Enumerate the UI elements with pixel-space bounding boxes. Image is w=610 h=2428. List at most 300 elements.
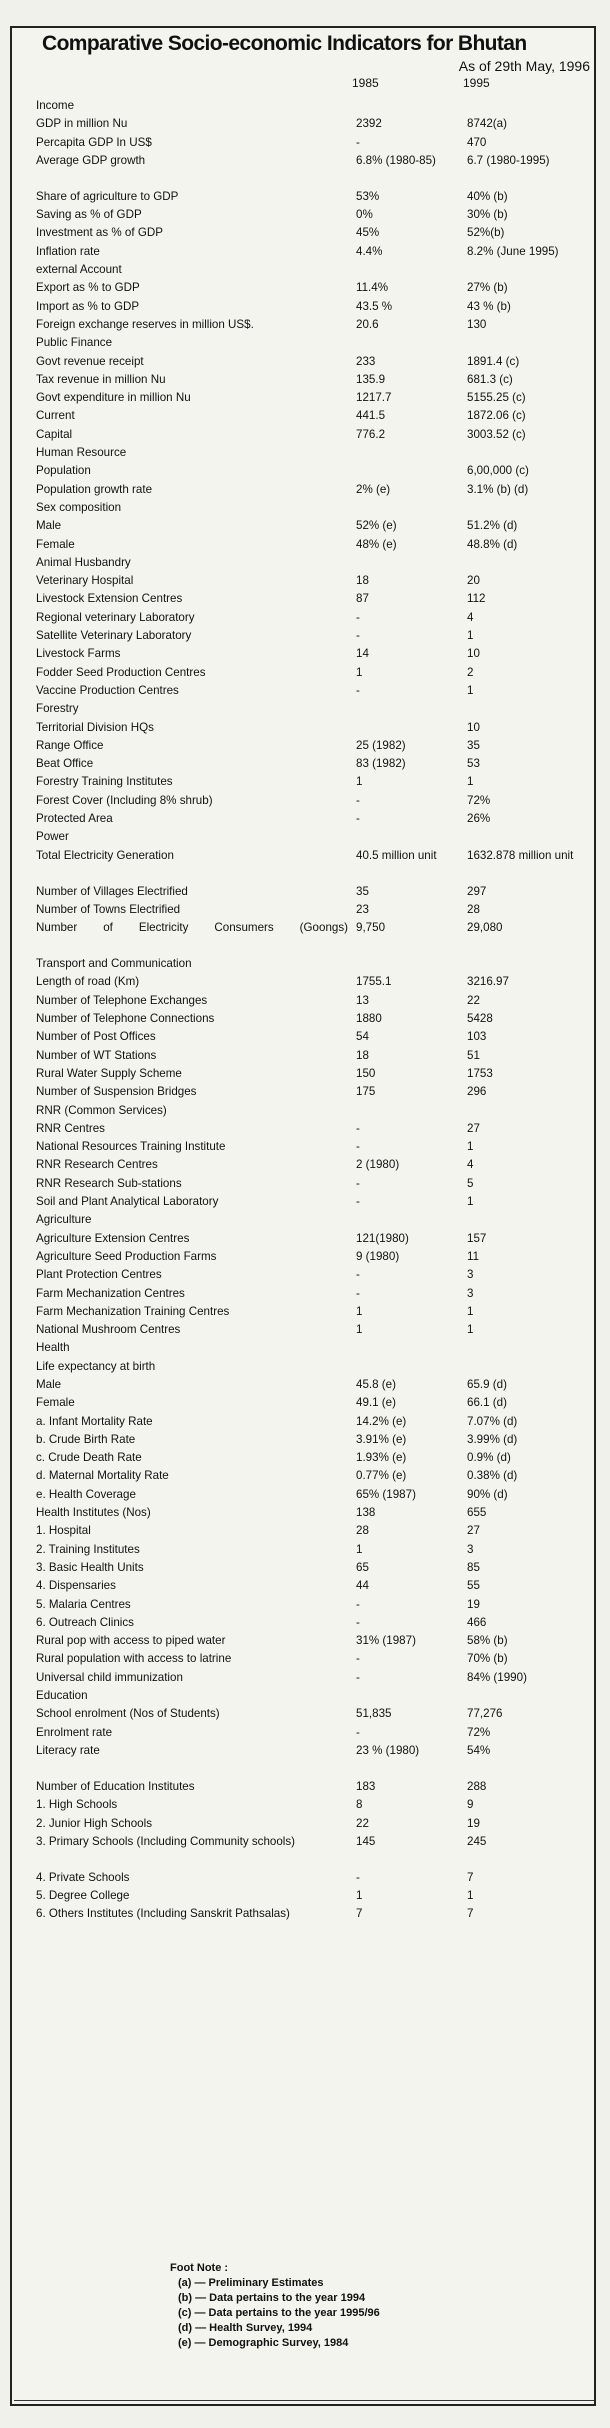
row-label: Number of Post Offices — [36, 1030, 156, 1044]
table-row — [36, 1394, 596, 1412]
row-label: Farm Mechanization Centres — [36, 1286, 185, 1300]
table-row — [36, 444, 596, 462]
value-1995: 1872.06 (c) — [467, 409, 526, 423]
value-1995: 5428 — [467, 1012, 493, 1026]
row-label: Satellite Veterinary Laboratory — [36, 629, 192, 643]
value-1985: 1880 — [356, 1012, 382, 1026]
value-1995: 2 — [467, 665, 474, 679]
row-label: Soil and Plant Analytical Laboratory — [36, 1195, 219, 1209]
table-row — [36, 389, 596, 407]
value-1995: 66.1 (d) — [467, 1396, 507, 1410]
row-label: Universal child immunization — [36, 1670, 183, 1684]
value-1985: 2 (1980) — [356, 1158, 400, 1172]
value-1985: 13 — [356, 993, 369, 1007]
value-1995: 53 — [467, 757, 480, 771]
row-label: Inflation rate — [36, 244, 100, 258]
row-label: Rural pop with access to piped water — [36, 1634, 226, 1648]
value-1985: 0.77% (e) — [356, 1469, 407, 1483]
row-label: Current — [36, 409, 75, 423]
table-row — [36, 279, 596, 297]
row-label: RNR (Common Services) — [36, 1103, 167, 1117]
row-label: Agriculture — [36, 1213, 92, 1227]
value-1995: 0.38% (d) — [467, 1469, 518, 1483]
table-row — [36, 1138, 596, 1156]
table-row — [36, 334, 596, 352]
table-row — [36, 1358, 596, 1376]
row-label: Agriculture Seed Production Farms — [36, 1249, 217, 1263]
value-1995: 466 — [467, 1615, 487, 1629]
value-1985: 87 — [356, 592, 369, 606]
row-label: Enrolment rate — [36, 1725, 113, 1739]
value-1985: 45% — [356, 226, 380, 240]
value-1985: 45.8 (e) — [356, 1378, 396, 1391]
value-1985: 1 — [356, 1542, 363, 1556]
value-1995: 35 — [467, 738, 480, 752]
table-row — [36, 1486, 596, 1504]
row-label: Livestock Farms — [36, 647, 121, 661]
value-1995: 1 — [467, 1889, 474, 1903]
table-row — [36, 1467, 596, 1485]
row-label: 6. Outreach Clinics — [36, 1615, 134, 1629]
value-1995: 3 — [467, 1542, 474, 1556]
table-row — [36, 572, 596, 590]
table-row — [36, 115, 596, 133]
row-label: 5. Malaria Centres — [36, 1597, 131, 1611]
row-label: external Account — [36, 263, 122, 277]
value-1985: 441.5 — [356, 409, 386, 423]
value-1985: 9,750 — [356, 921, 386, 935]
row-label: Female — [36, 1396, 75, 1410]
table-row — [36, 97, 596, 115]
table-row — [36, 1596, 596, 1614]
table-row — [36, 1413, 596, 1431]
footnote-item: (c) — Data pertains to the year 1995/96 — [178, 2307, 380, 2319]
bottom-rule — [14, 2400, 594, 2401]
value-1995: 29,080 — [467, 921, 503, 935]
value-1995: 1 — [467, 1323, 474, 1337]
value-1995: 245 — [467, 1834, 487, 1848]
value-1995: 77,276 — [467, 1707, 503, 1721]
row-label: c. Crude Death Rate — [36, 1451, 142, 1465]
table-row — [36, 499, 596, 517]
table-row — [36, 1650, 596, 1668]
table-row — [36, 1833, 596, 1869]
table-row — [36, 1175, 596, 1193]
value-1995: 1 — [467, 683, 474, 697]
row-label: Govt expenditure in million Nu — [36, 391, 191, 405]
as-of-date: As of 29th May, 1996 — [458, 58, 590, 74]
value-1995: 22 — [467, 993, 480, 1007]
value-1985: 135.9 — [356, 372, 386, 386]
value-1985: 14 — [356, 647, 369, 661]
row-label: Transport and Communication — [36, 957, 192, 971]
table-row — [36, 1796, 596, 1814]
row-label: 2. Training Institutes — [36, 1542, 140, 1556]
table-row — [36, 1303, 596, 1321]
value-1995: 10 — [467, 720, 480, 734]
value-1995: 6.7 (1980-1995) — [467, 153, 550, 167]
row-label: RNR Research Sub-stations — [36, 1176, 182, 1190]
row-label: Regional veterinary Laboratory — [36, 610, 195, 624]
value-1995: 28 — [467, 902, 480, 916]
footnote-title: Foot Note : — [170, 2262, 229, 2274]
value-1985: 11.4% — [356, 281, 389, 295]
table-row — [36, 1669, 596, 1687]
value-1985: 1 — [356, 775, 363, 789]
value-1995: 84% (1990) — [467, 1670, 527, 1684]
row-label: Forestry — [36, 702, 79, 716]
value-1985: 23 % (1980) — [356, 1743, 420, 1757]
row-label: Sex composition — [36, 500, 122, 514]
value-1995: 20 — [467, 574, 480, 588]
row-label: Rural population with access to latrine — [36, 1652, 232, 1666]
row-label: Number of Suspension Bridges — [36, 1085, 197, 1099]
value-1995: 90% (d) — [467, 1487, 508, 1501]
row-label: Farm Mechanization Training Centres — [36, 1304, 230, 1318]
table-row — [36, 1083, 596, 1101]
row-label: Share of agriculture to GDP — [36, 189, 179, 203]
row-label: Vaccine Production Centres — [36, 683, 179, 697]
value-1985: 6.8% (1980-85) — [356, 153, 436, 167]
row-label: 4. Dispensaries — [36, 1579, 116, 1593]
table-row — [36, 353, 596, 371]
value-1995: 1632.878 million unit — [467, 848, 574, 862]
table-row — [36, 1504, 596, 1522]
table-row — [36, 536, 596, 554]
value-1995: 30% (b) — [467, 208, 508, 222]
row-label: Public Finance — [36, 336, 113, 350]
value-1985: 1 — [356, 1304, 363, 1318]
value-1985: 1 — [356, 1889, 363, 1903]
table-row — [36, 992, 596, 1010]
value-1985: - — [356, 1597, 360, 1611]
value-1995: 72% — [467, 1725, 491, 1739]
table-row — [36, 901, 596, 919]
value-1985: 121(1980) — [356, 1231, 409, 1245]
row-label: Import as % to GDP — [36, 299, 140, 313]
value-1995: 3 — [467, 1286, 474, 1300]
table-row — [36, 755, 596, 773]
value-1995: 3.1% (b) (d) — [467, 482, 529, 496]
row-label: d. Maternal Mortality Rate — [36, 1469, 169, 1483]
value-1995: 9 — [467, 1798, 474, 1812]
value-1985: 65 — [356, 1560, 369, 1574]
row-label: 5. Degree College — [36, 1889, 130, 1903]
value-1985: 0% — [356, 208, 373, 222]
table-row — [36, 700, 596, 718]
table-row — [36, 1248, 596, 1266]
value-1995: 3216.97 — [467, 975, 509, 989]
footnote — [170, 2262, 380, 2351]
row-label: Number of Electricity Consumers (Goongs) — [36, 921, 348, 935]
value-1995: 43 % (b) — [467, 299, 511, 313]
value-1995: 8.2% (June 1995) — [467, 244, 559, 258]
table-row — [36, 243, 596, 261]
row-label: Life expectancy at birth — [36, 1359, 156, 1373]
value-1995: 3.99% (d) — [467, 1432, 518, 1446]
row-label: 1. High Schools — [36, 1798, 118, 1812]
row-label: 1. Hospital — [36, 1524, 91, 1538]
row-label: Human Resource — [36, 446, 127, 460]
value-1985: 18 — [356, 574, 369, 588]
value-1985: 44 — [356, 1579, 369, 1593]
value-1985: 145 — [356, 1834, 376, 1848]
footnote-item: (a) — Preliminary Estimates — [178, 2277, 324, 2289]
table-row — [36, 609, 596, 627]
value-1995: 6,00,000 (c) — [467, 464, 529, 478]
value-1985: - — [356, 1121, 360, 1135]
column-header-1995: 1995 — [463, 76, 490, 90]
table-row — [36, 1193, 596, 1211]
table-row — [36, 828, 596, 846]
table-row — [36, 1905, 596, 1941]
value-1985: 183 — [356, 1779, 376, 1793]
value-1995: 5 — [467, 1176, 474, 1190]
table-row — [36, 316, 596, 334]
value-1985: 31% (1987) — [356, 1634, 416, 1648]
value-1995: 103 — [467, 1030, 487, 1044]
table-row — [36, 973, 596, 991]
value-1995: 7 — [467, 1870, 474, 1884]
row-label: Health Institutes (Nos) — [36, 1506, 151, 1520]
table-row — [36, 1632, 596, 1650]
table-row — [36, 773, 596, 791]
value-1985: - — [356, 1725, 360, 1739]
row-label: Export as % to GDP — [36, 281, 140, 295]
row-label: Average GDP growth — [36, 153, 146, 167]
value-1985: 40.5 million unit — [356, 848, 437, 862]
table-row — [36, 810, 596, 828]
value-1985: 138 — [356, 1506, 376, 1520]
value-1985: - — [356, 1176, 360, 1190]
value-1985: - — [356, 1615, 360, 1629]
value-1985: 25 (1982) — [356, 738, 406, 752]
table-row — [36, 481, 596, 499]
row-label: Population growth rate — [36, 482, 153, 496]
row-label: Forestry Training Institutes — [36, 775, 173, 789]
row-label: Veterinary Hospital — [36, 574, 134, 588]
value-1985: 2392 — [356, 117, 382, 131]
value-1995: 681.3 (c) — [467, 372, 513, 386]
footnote-item: (b) — Data pertains to the year 1994 — [178, 2292, 366, 2304]
value-1995: 70% (b) — [467, 1652, 508, 1666]
value-1985: 776.2 — [356, 427, 386, 441]
value-1995: 1 — [467, 1304, 474, 1318]
row-label: Saving as % of GDP — [36, 208, 142, 222]
value-1995: 130 — [467, 317, 487, 331]
footnote-item: (e) — Demographic Survey, 1984 — [178, 2337, 349, 2349]
row-label: Power — [36, 830, 69, 844]
value-1985: 20.6 — [356, 317, 379, 331]
table-row — [36, 1614, 596, 1632]
value-1985: 9 (1980) — [356, 1249, 400, 1263]
table-row — [36, 919, 596, 955]
table-row — [36, 1065, 596, 1083]
table-row — [36, 1887, 596, 1905]
table-row — [36, 206, 596, 224]
row-label: Range Office — [36, 738, 104, 752]
table-row — [36, 737, 596, 755]
value-1985: 49.1 (e) — [356, 1396, 396, 1410]
table-row — [36, 1102, 596, 1120]
table-row — [36, 152, 596, 188]
row-label: Animal Husbandry — [36, 555, 131, 569]
value-1985: 1 — [356, 665, 363, 679]
value-1995: 72% — [467, 793, 491, 807]
value-1995: 0.9% (d) — [467, 1451, 511, 1465]
value-1995: 26% — [467, 811, 491, 825]
value-1985: 53% — [356, 189, 380, 203]
value-1995: 4 — [467, 610, 474, 624]
value-1985: - — [356, 1870, 360, 1884]
row-label: Forest Cover (Including 8% shrub) — [36, 793, 213, 807]
row-label: 4. Private Schools — [36, 1870, 130, 1884]
value-1995: 470 — [467, 135, 487, 149]
value-1995: 157 — [467, 1231, 487, 1245]
table-row — [36, 371, 596, 389]
table-row — [36, 426, 596, 444]
table-row — [36, 1742, 596, 1778]
value-1995: 27 — [467, 1121, 480, 1135]
value-1995: 1 — [467, 1140, 474, 1154]
value-1995: 10 — [467, 647, 480, 661]
table-row — [36, 1028, 596, 1046]
value-1995: 1 — [467, 775, 474, 789]
value-1985: - — [356, 1268, 360, 1282]
row-label: Investment as % of GDP — [36, 226, 163, 240]
value-1995: 40% (b) — [467, 189, 508, 203]
value-1985: 48% (e) — [356, 537, 397, 551]
value-1995: 48.8% (d) — [467, 537, 518, 551]
table-row — [36, 847, 596, 883]
value-1985: 233 — [356, 354, 376, 368]
row-label: Foreign exchange reserves in million US$. — [36, 317, 254, 331]
row-label: Govt revenue receipt — [36, 354, 144, 368]
value-1985: - — [356, 1286, 360, 1300]
value-1985: - — [356, 610, 360, 624]
value-1995: 4 — [467, 1158, 474, 1172]
table-row — [36, 1321, 596, 1339]
table-row — [36, 627, 596, 645]
footnote-item: (d) — Health Survey, 1994 — [178, 2322, 313, 2334]
table-row — [36, 883, 596, 901]
row-label: Number of Telephone Exchanges — [36, 993, 208, 1007]
value-1995: 19 — [467, 1816, 480, 1830]
value-1995: 27 — [467, 1524, 480, 1538]
row-label: Protected Area — [36, 811, 113, 825]
value-1995: 11 — [467, 1249, 480, 1263]
value-1985: - — [356, 629, 360, 643]
row-label: Length of road (Km) — [36, 975, 140, 989]
row-label: Education — [36, 1689, 88, 1703]
value-1985: - — [356, 1670, 360, 1684]
table-row — [36, 1778, 596, 1796]
indicator-table — [36, 97, 596, 1941]
table-row — [36, 261, 596, 279]
table-row — [36, 1449, 596, 1467]
value-1995: 8742(a) — [467, 117, 507, 131]
value-1995: 52%(b) — [467, 226, 505, 240]
row-label: Livestock Extension Centres — [36, 592, 183, 606]
value-1985: 65% (1987) — [356, 1487, 416, 1501]
table-row — [36, 462, 596, 480]
table-row — [36, 134, 596, 152]
value-1985: 4.4% — [356, 244, 383, 258]
value-1985: 54 — [356, 1030, 369, 1044]
value-1985: 1217.7 — [356, 391, 392, 405]
table-row — [36, 1869, 596, 1887]
table-row — [36, 1120, 596, 1138]
table-row — [36, 1687, 596, 1705]
table-row — [36, 1156, 596, 1174]
row-label: Female — [36, 537, 75, 551]
table-row — [36, 792, 596, 810]
value-1985: 83 (1982) — [356, 757, 406, 771]
table-row — [36, 1705, 596, 1723]
page-title: Comparative Socio-economic Indicators for Bhutan — [42, 32, 527, 55]
table-row — [36, 188, 596, 206]
row-label: Total Electricity Generation — [36, 848, 174, 862]
value-1985: - — [356, 1140, 360, 1154]
table-row — [36, 1522, 596, 1540]
value-1985: - — [356, 1652, 360, 1666]
value-1995: 3003.52 (c) — [467, 427, 526, 441]
value-1985: - — [356, 793, 360, 807]
value-1985: 3.91% (e) — [356, 1432, 407, 1446]
value-1995: 3 — [467, 1268, 474, 1282]
value-1995: 7.07% (d) — [467, 1414, 518, 1428]
table-row — [36, 955, 596, 973]
table-row — [36, 682, 596, 700]
table-row — [36, 1339, 596, 1357]
value-1985: 7 — [356, 1907, 363, 1921]
value-1985: 35 — [356, 884, 369, 898]
value-1985: 28 — [356, 1524, 369, 1538]
value-1985: 1.93% (e) — [356, 1451, 407, 1465]
table-row — [36, 1047, 596, 1065]
row-label: Territorial Division HQs — [36, 720, 154, 734]
table-row — [36, 719, 596, 737]
value-1995: 51 — [467, 1048, 480, 1062]
row-label: 6. Others Institutes (Including Sanskrit Pathsalas) — [36, 1907, 290, 1921]
row-label: Number of Education Institutes — [36, 1779, 195, 1793]
table-row — [36, 1577, 596, 1595]
value-1995: 55 — [467, 1579, 480, 1593]
value-1995: 7 — [467, 1907, 474, 1921]
row-label: Number of Telephone Connections — [36, 1012, 215, 1026]
row-label: Health — [36, 1341, 70, 1355]
row-label: Income — [36, 99, 75, 112]
row-label: 2. Junior High Schools — [36, 1816, 152, 1830]
value-1985: - — [356, 811, 360, 825]
row-label: Population — [36, 464, 91, 478]
value-1985: - — [356, 135, 360, 149]
table-row — [36, 1285, 596, 1303]
value-1985: 52% (e) — [356, 519, 397, 533]
row-label: Tax revenue in million Nu — [36, 372, 166, 386]
row-label: Male — [36, 519, 62, 533]
table-row — [36, 1724, 596, 1742]
value-1995: 65.9 (d) — [467, 1378, 507, 1391]
table-row — [36, 407, 596, 425]
value-1995: 58% (b) — [467, 1634, 508, 1648]
value-1995: 85 — [467, 1560, 480, 1574]
row-label: GDP in million Nu — [36, 117, 128, 131]
table-row — [36, 224, 596, 242]
value-1985: 18 — [356, 1048, 369, 1062]
value-1995: 5155.25 (c) — [467, 391, 526, 405]
row-label: Number of Villages Electrified — [36, 884, 188, 898]
